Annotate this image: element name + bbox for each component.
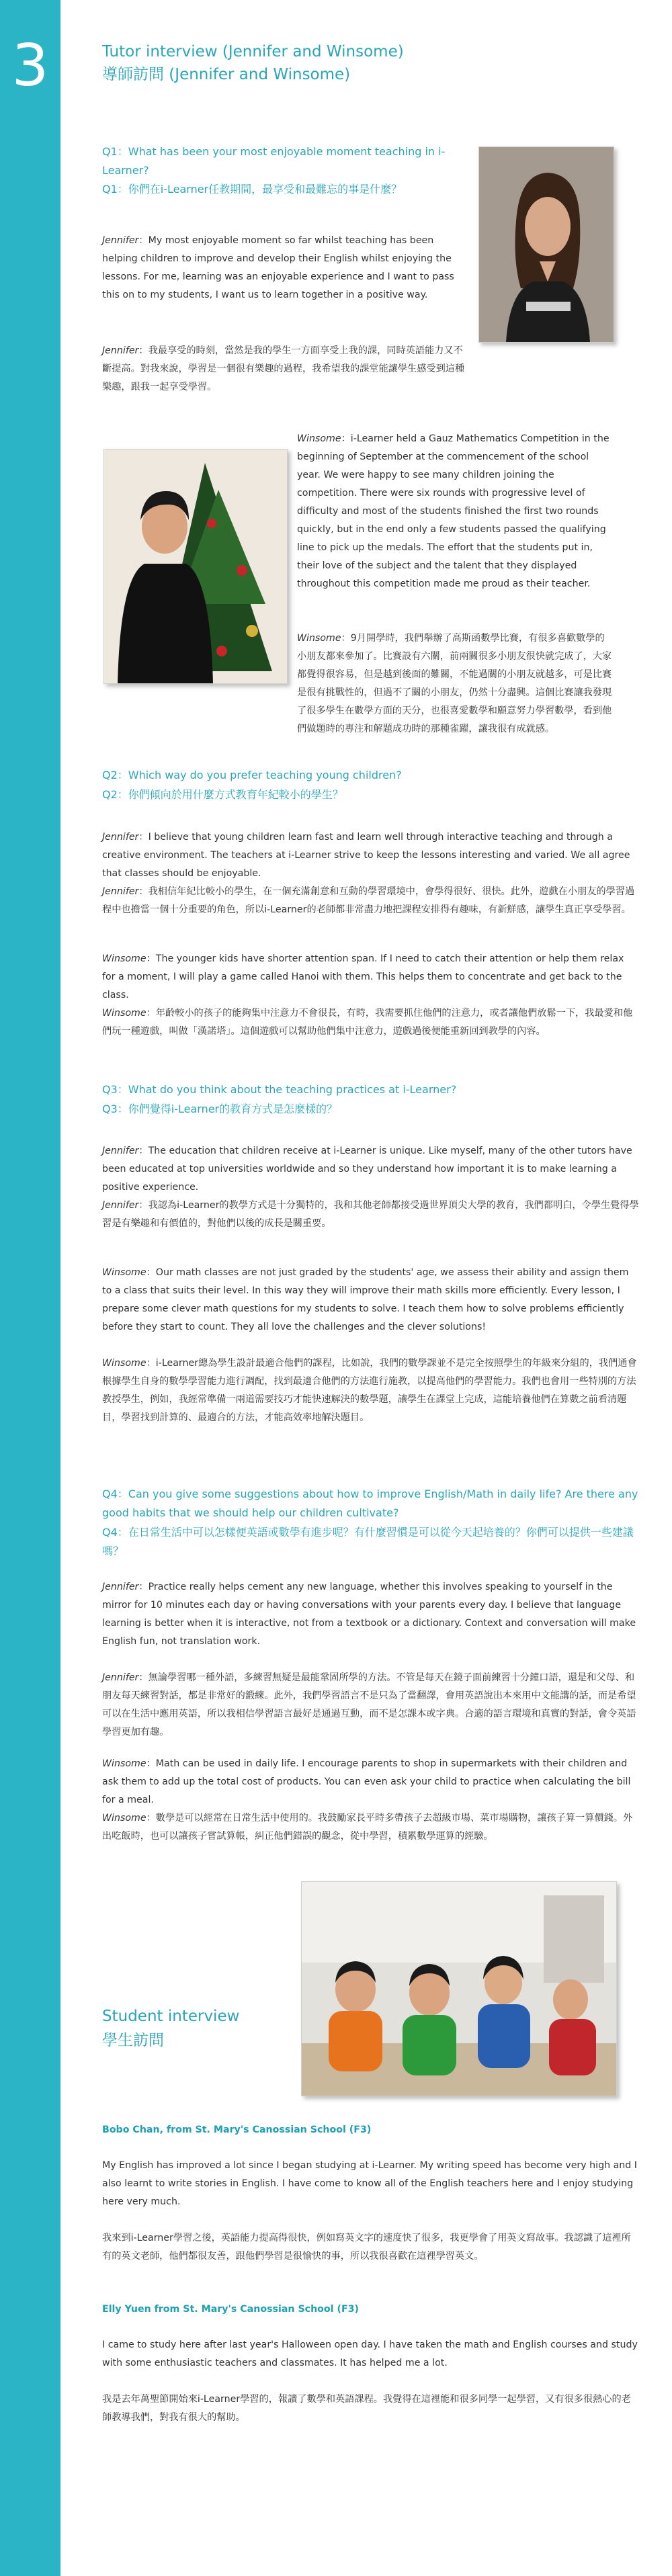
q2-winsome-zh: Winsome：年齡較小的孩子的能夠集中注意力不會很長，有時，我需要抓住他們的注意力，或者讓他們放鬆一下，我最愛和他們玩一種遊戲，叫做「漢諾塔」。這個遊戲可以幫助他們集中注意力，遊戲過後便能重新回到教學的內容。	[102, 1008, 633, 1037]
student-1-zh: 我來到i-Learner學習之後，英語能力提高得很快，例如寫英文字的速度快了很多，我更學會了用英文寫故事。我認識了這裡所有的英文老師，他們都很友善，跟他們學習是很愉快的事，所以我很喜歡在這裡學習英文。	[102, 2233, 631, 2262]
student-1-name: Bobo Chan, from St. Mary's Canossian School (F3)	[102, 2124, 372, 2135]
q1-jennifer-zh: Jennifer：我最享受的時刻，當然是我的學生一方面享受上我的課，同時英語能力又不斷提高。對我來說，學習是一個很有樂趣的過程，我希望我的課堂能讓學生感受到這種樂趣，跟我一起享受學習。	[102, 345, 465, 392]
q2-jennifer-zh: Jennifer：我相信年紀比較小的學生，在一個充滿創意和互動的學習環境中，會學得很好、很快。此外，遊戲在小朋友的學習過程中也擔當一個十分重要的角色，所以i-Learner的老師都非常盡力地把課程安排得有趣味，有新鮮感，讓學生真正享受學習。	[102, 886, 635, 915]
jennifer-photo	[478, 146, 614, 343]
student-title-zh: 學生訪問	[102, 2032, 164, 2049]
q1-winsome-zh: Winsome：9月開學時，我們舉辦了高斯函數學比賽，有很多喜歡數學的小朋友都來參加了。比賽設有六關，前兩關很多小朋友很快就完成了，大家都覺得很容易，但是越到後面的難關，不能過關的小朋友就越多，可是比賽是很有挑戰性的，但過不了關的小朋友，仍然十分盡興。這個比賽讓我發現了很多學生在數學方面的天分，也很喜愛數學和願意努力學習數學，看到他們做題時的專注和解題成功時的那種雀躍，讓我很有成就感。	[297, 633, 612, 734]
q2-winsome-en: Winsome：The younger kids have shorter attention span. If I need to catch their attention or help them relax for a moment, I will play a game called Hanoi with them. This helps them to concentrate and get back to the class.	[102, 953, 624, 1000]
student-2-en: I came to study here after last year's Halloween open day. I have taken the math and English courses and study with some enthusiastic teachers and classmates. It has helped me a lot.	[102, 2339, 638, 2368]
q1-winsome-en: Winsome：i-Learner held a Gauz Mathematics Competition in the beginning of September at the commencement of the school year. We were happy to see many children joining the competition. There were six rounds with progressive level of difficulty and most of the students finished the first two rounds quickly, but in the end only a few students passed the qualifying line to pick up the medals. The effort that the students put in, their love of the subject and the talent that they displayed throughout this competition made me proud as their teacher.	[297, 433, 610, 589]
q3-question-zh: Q3：你們覺得i-Learner的教育方式是怎麼樣的？	[102, 1103, 338, 1115]
q3-winsome-zh: Winsome：i-Learner總為學生設計最適合他們的課程，比如說，我們的數學課並不是完全按照學生的年級來分組的，我們通會根據學生自身的數學學習能力進行調配，找到最適合他們的方法進行施教，以提高他們的學習能力。我們也會用一些特別的方法教授學生，例如，我經常準備一兩道需要技巧才能快速解決的數學題，讓學生在課堂上完成，這能培養他們在算數之前看清題目，學習找到計算的、最適合的方法，才能高效率地解決題目。	[102, 1358, 637, 1423]
tutor-title-zh: 導師訪問 (Jennifer and Winsome)	[102, 66, 351, 83]
winsome-photo	[103, 449, 288, 684]
q1-jennifer-en: Jennifer：My most enjoyable moment so far whilst teaching has been helping children to improve and develop their English whilst enjoying the lessons. For me, learning was an enjoyable experience and I want to pass this on to my students, I want us to learn together in a positive way.	[102, 235, 454, 300]
student-2-name: Elly Yuen from St. Mary's Canossian School (F3)	[102, 2304, 359, 2315]
q1-question-zh: Q1：你們在i-Learner任教期間，最享受和最難忘的事是什麼？	[102, 183, 403, 196]
q4-jennifer-en: Jennifer：Practice really helps cement any new language, whether this involves speaking to yourself in the mirror for 10 minutes each day or having conversations with your parents every day. I believe that language learning is better when it is interactive, not from a textbook or a dictionary. Context and conversation will make English fun, not translation work.	[102, 1582, 636, 1647]
side-bar	[0, 0, 60, 2576]
tutor-title-en: Tutor interview (Jennifer and Winsome)	[102, 43, 404, 60]
q3-jennifer-zh: Jennifer：我認為i-Learner的教學方式是十分獨特的，我和其他老師都接受過世界頂尖大學的教育，我們都明白，令學生覺得學習是有樂趣和有價值的，對他們以後的成長是關重要。	[102, 1200, 639, 1229]
q3-question-en: Q3：What do you think about the teaching practices at i-Learner?	[102, 1083, 457, 1096]
q2-question-en: Q2：Which way do you prefer teaching young children?	[102, 769, 402, 781]
student-title-en: Student interview	[102, 2008, 240, 2025]
q4-question-en: Q4：Can you give some suggestions about how to improve English/Math in daily life? Are there any good habits that we should help our children cultivate?	[102, 1488, 638, 1519]
students-photo	[301, 1881, 617, 2096]
section-number: 3	[11, 32, 49, 99]
q3-winsome-en: Winsome：Our math classes are not just graded by the students' age, we assess their ability and assign them to a class that suits their level. In this way they will improve their math skills more efficiently. Every lesson, I prepare some clever math questions for my students to solve. I teach them how to solve problems efficiently before they start to count. They all love the challenges and the clever solutions!	[102, 1267, 629, 1332]
q4-jennifer-zh: Jennifer：無論學習哪一種外語，多練習無疑是最能鞏固所學的方法。不管是每天在鏡子面前練習十分鐘口語，還是和父母、和朋友每天練習對話，都是非常好的鍛練。此外，我們學習語言不是只為了當翻譯，會用英語說出本來用中文能講的話，而是希望可以在生活中應用英語，所以我相信學習語言最好是通過互動，而不是怎課本或字典。合適的語言環境和真實的對話，會令英語學習更加有趣。	[102, 1672, 636, 1737]
q4-question-zh: Q4：在日常生活中可以怎樣便英語或數學有進步呢？有什麼習慣是可以從今天起培養的？你們可以提供一些建議嗎？	[102, 1526, 634, 1557]
q2-question-zh: Q2：你們傾向於用什麼方式教育年紀較小的學生？	[102, 788, 343, 801]
q4-winsome-en: Winsome：Math can be used in daily life. I encourage parents to shop in supermarkets with their children and ask them to add up the total cost of products. You can even ask your child to practice when calculating the bill for a meal.	[102, 1758, 631, 1805]
student-2-zh: 我是去年萬聖節開始來i-Learner學習的，報讀了數學和英語課程。我覺得在這裡能和很多同學一起學習，又有很多很熱心的老師教導我們，對我有很大的幫助。	[102, 2394, 631, 2423]
student-1-en: My English has improved a lot since I began studying at i-Learner. My writing speed has become very high and I also learnt to write stories in English. I have come to know all of the English teachers here and I enjoy studying here very much.	[102, 2160, 637, 2207]
q3-jennifer-en: Jennifer：The education that children receive at i-Learner is unique. Like myself, many of the other tutors have been educated at top universities worldwide and so they understand how important it is to make learning a positive experience.	[102, 1146, 632, 1193]
q4-winsome-zh: Winsome：數學是可以經常在日常生活中使用的。我鼓勵家長平時多帶孩子去超級市場、菜市場購物，讓孩子算一算價錢。外出吃飯時，也可以讓孩子嘗試算帳，糾正他們錯誤的觀念，從中學習，積累數學運算的經驗。	[102, 1813, 633, 1842]
q1-question-en: Q1：What has been your most enjoyable moment teaching in i-Learner?	[102, 145, 446, 177]
q2-jennifer-en: Jennifer：I believe that young children learn fast and learn well through interactive teaching and through a creative environment. The teachers at i-Learner strive to keep the lessons interesting and varied. We all agree that classes should be enjoyable.	[102, 832, 630, 879]
